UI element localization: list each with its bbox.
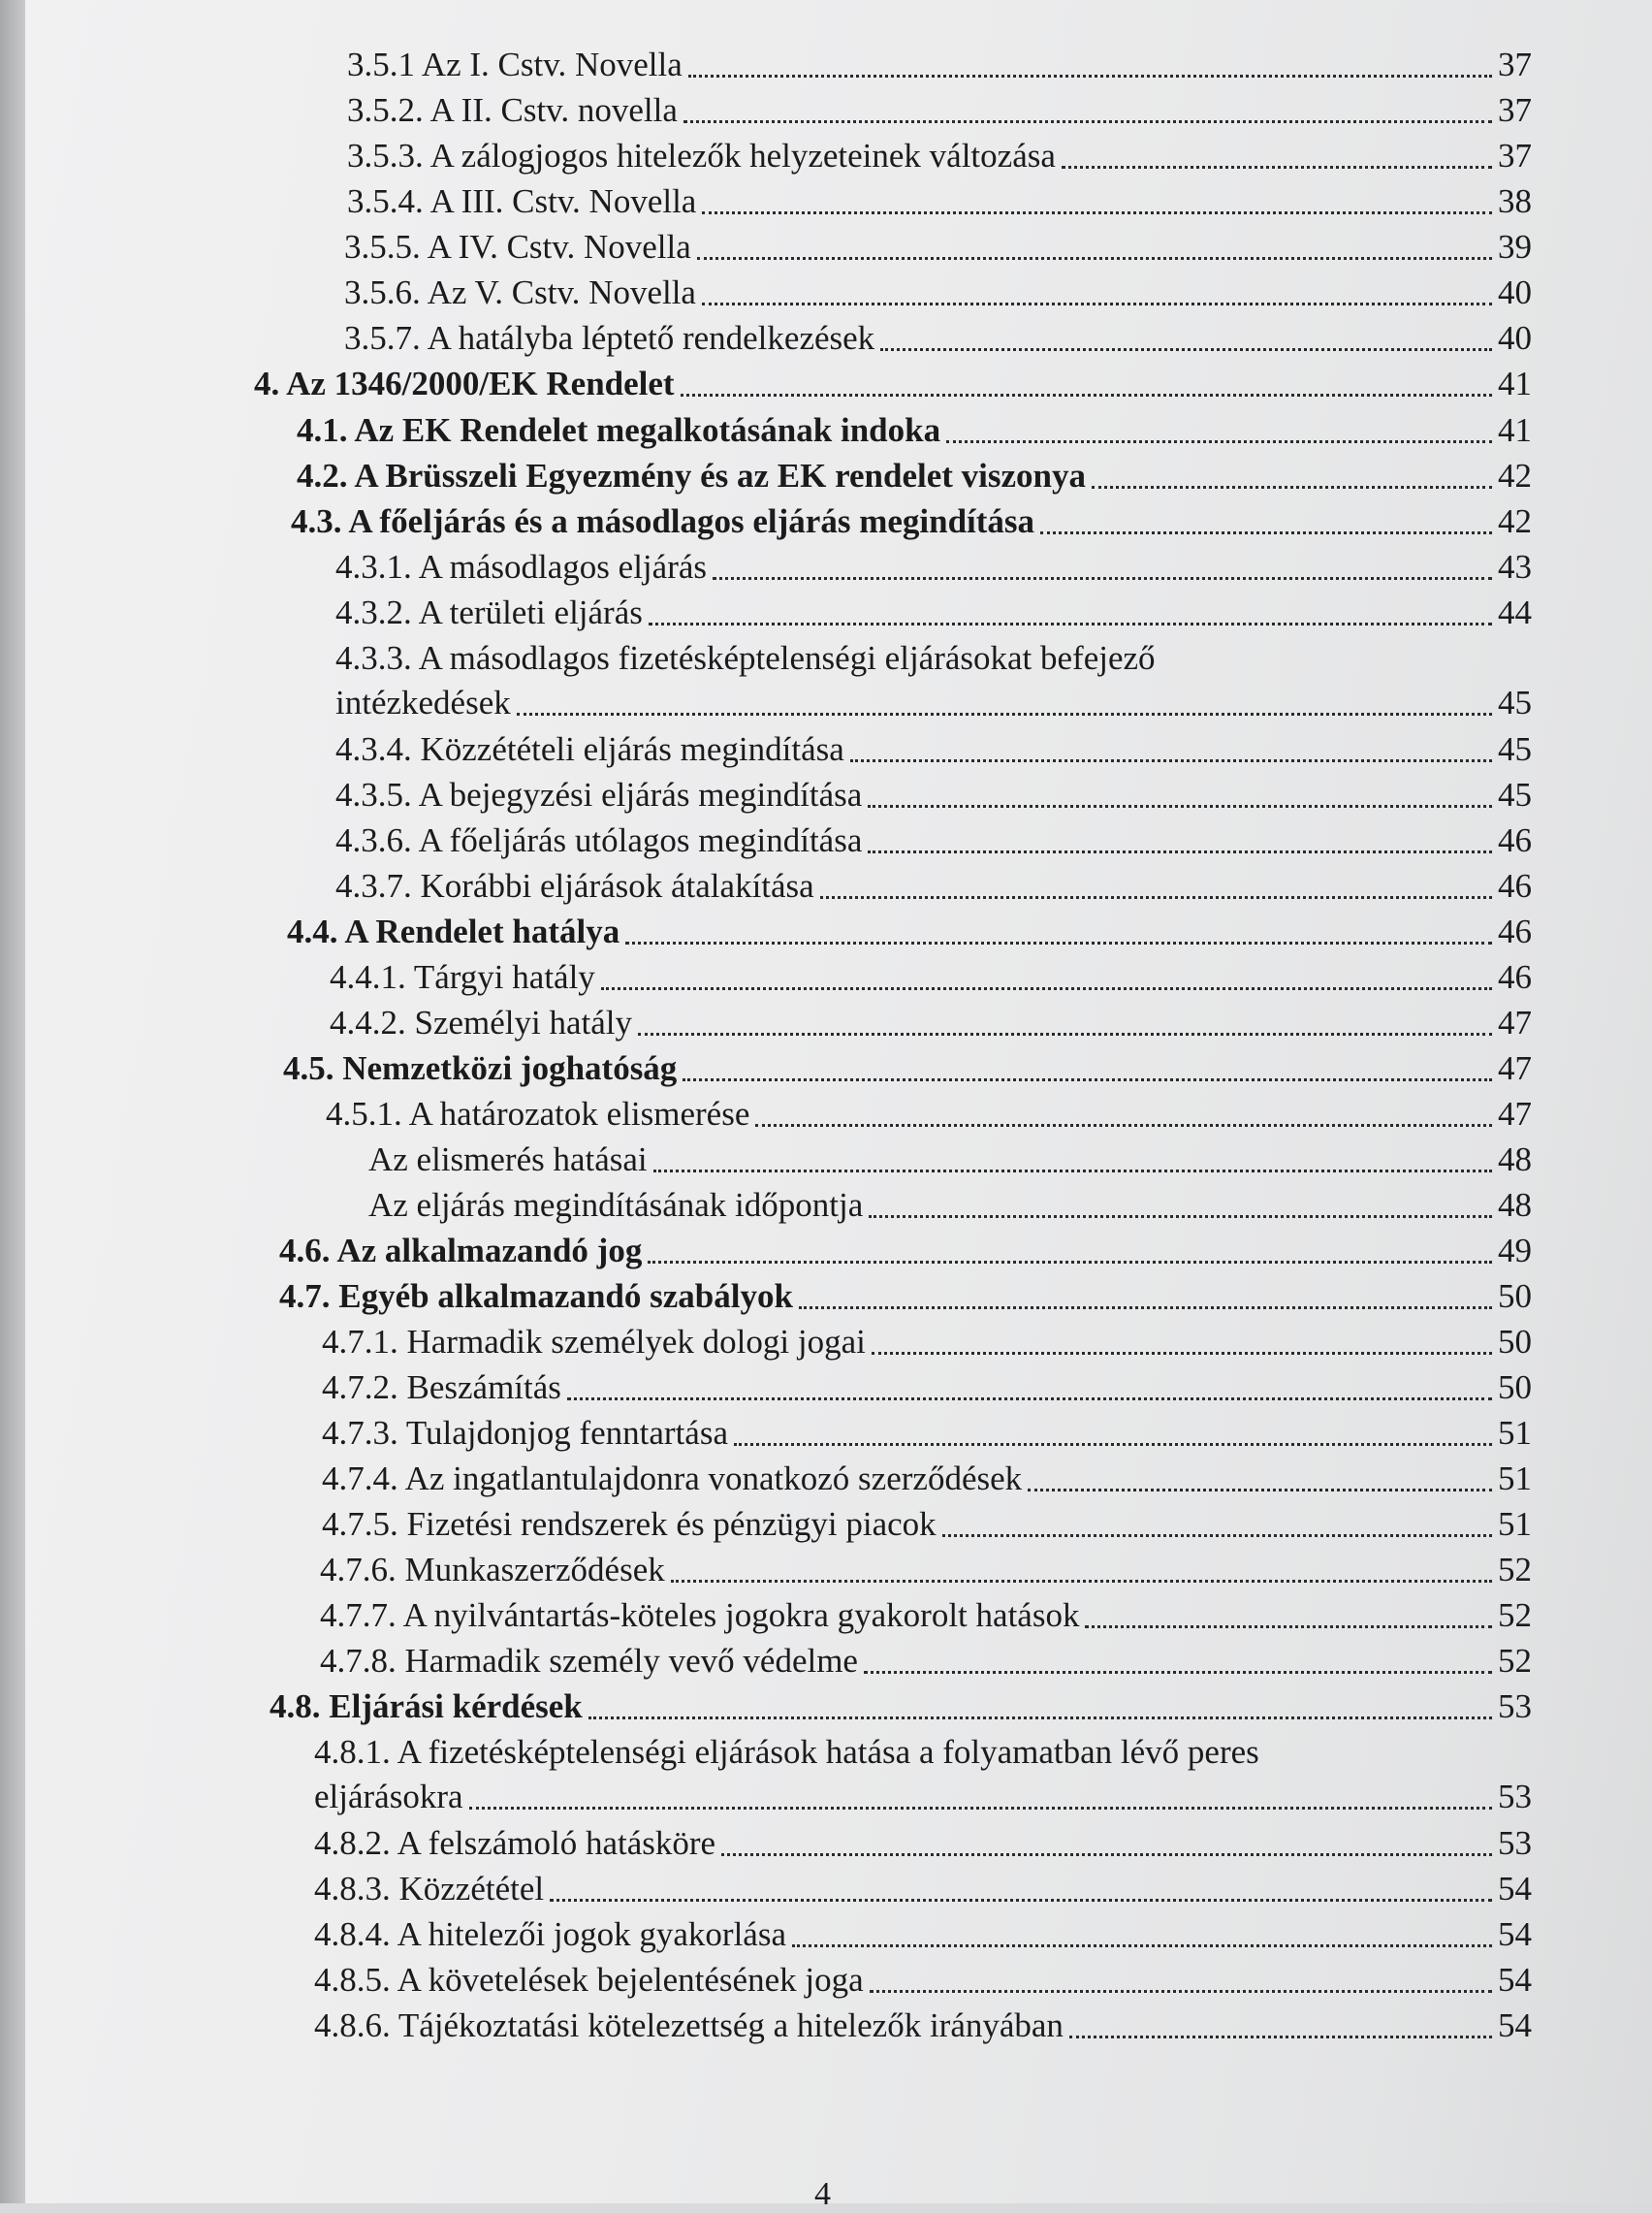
toc-entry: [279, 1229, 1532, 1273]
toc-entry: [279, 1274, 1532, 1319]
toc-entry-page-number: 53: [1498, 1824, 1532, 1862]
toc-entry-title: 4.7.2. Beszámítás: [322, 1368, 561, 1406]
dot-leader: [792, 1944, 1492, 1947]
toc-entry-title: 4. Az 1346/2000/EK Rendelet: [254, 365, 675, 402]
dot-leader: [1028, 1489, 1492, 1491]
toc-entry: [320, 1593, 1532, 1638]
toc-entry: [291, 499, 1532, 544]
toc-entry: [347, 179, 1532, 224]
toc-entry: [335, 727, 1532, 772]
toc-entry: [314, 2004, 1532, 2048]
toc-entry: [330, 1001, 1532, 1045]
toc-entry-title: 3.5.4. A III. Cstv. Novella: [347, 182, 697, 220]
toc-entry-title: 4.7.4. Az ingatlantulajdonra vonatkozó szerződések: [322, 1459, 1023, 1497]
dot-leader: [880, 348, 1492, 351]
toc-entry-title: 4.5.1. A határozatok elismerése: [326, 1095, 750, 1133]
toc-entry-page-number: 45: [1498, 730, 1532, 768]
toc-entry-title: 4.3. A főeljárás és a másodlagos eljárás megindítása: [291, 502, 1035, 540]
toc-entry-page-number: 46: [1498, 958, 1532, 996]
dot-leader: [638, 1033, 1492, 1036]
toc-entry-title: 4.7. Egyéb alkalmazandó szabályok: [279, 1277, 793, 1315]
toc-entry: [344, 225, 1532, 270]
toc-entry-title: 3.5.1 Az I. Cstv. Novella: [347, 46, 683, 83]
toc-entry-title: 4.7.3. Tulajdonjog fenntartása: [322, 1414, 728, 1452]
toc-entry-title: 4.7.1. Harmadik személyek dologi jogai: [322, 1323, 866, 1361]
toc-entry-page-number: 51: [1498, 1459, 1532, 1497]
toc-entry: [347, 134, 1532, 178]
toc-entry-page-number: 54: [1498, 2006, 1532, 2044]
toc-entry-page-number: 43: [1498, 548, 1532, 586]
dot-leader: [550, 1899, 1492, 1902]
toc-entry-page-number: 46: [1498, 913, 1532, 950]
toc-entry: [283, 1046, 1532, 1091]
toc-entry-page-number: 38: [1498, 182, 1532, 220]
toc-entry-line2: [335, 681, 1532, 725]
dot-leader: [870, 1990, 1492, 1993]
toc-entry: [314, 1730, 1532, 1819]
toc-entry-title: 4.3.1. A másodlagos eljárás: [335, 548, 708, 586]
toc-entry-page-number: 39: [1498, 228, 1532, 266]
dot-leader: [868, 805, 1492, 808]
toc-entry-page-number: 52: [1498, 1642, 1532, 1680]
toc-entry-title: 4.2. A Brüsszeli Egyezmény és az EK rendelet viszonya: [297, 457, 1087, 495]
dot-leader: [697, 257, 1492, 260]
dot-leader: [1085, 1625, 1492, 1628]
toc-entry: [368, 1138, 1532, 1182]
dot-leader: [946, 440, 1492, 443]
toc-entry-title: 4.3.2. A területi eljárás: [335, 593, 643, 631]
dot-leader: [702, 303, 1492, 305]
toc-entry-page-number: 47: [1498, 1049, 1532, 1087]
dot-leader: [702, 211, 1492, 214]
toc-entry: [314, 1821, 1532, 1866]
toc-entry-page-number: 54: [1498, 1915, 1532, 1953]
toc-entry-title: 4.3.4. Közzétételi eljárás megindítása: [335, 730, 844, 768]
toc-entry-title: 4.3.5. A bejegyzési eljárás megindítása: [335, 776, 863, 814]
toc-entry: [335, 773, 1532, 818]
toc-entry: [314, 1912, 1532, 1957]
toc-entry: [314, 1867, 1532, 1911]
dot-leader: [681, 394, 1492, 397]
toc-entry: [347, 88, 1532, 133]
toc-entry-title: 3.5.3. A zálogjogos hitelezők helyzeteinek változása: [347, 137, 1056, 175]
toc-entry: [254, 362, 1532, 406]
toc-entry-page-number: 42: [1498, 502, 1532, 540]
toc-entry: [297, 408, 1532, 453]
dot-leader: [820, 896, 1492, 899]
dot-leader: [688, 75, 1492, 78]
toc-entry-page-number: 49: [1498, 1232, 1532, 1269]
toc-entry-page-number: 37: [1498, 137, 1532, 175]
toc-entry-title: 4.4.1. Tárgyi hatály: [330, 958, 595, 996]
toc-entry: [335, 636, 1532, 725]
dot-leader: [683, 1078, 1492, 1081]
dot-leader: [588, 1716, 1492, 1719]
toc-entry-page-number: 40: [1498, 273, 1532, 311]
toc-entry: [322, 1365, 1532, 1410]
toc-entry: [287, 910, 1532, 954]
dot-leader: [517, 713, 1492, 716]
toc-entry-page-number: 53: [1498, 1778, 1532, 1815]
toc-entry: [322, 1502, 1532, 1547]
toc-entry-page-number: 52: [1498, 1596, 1532, 1634]
dot-leader: [1069, 2036, 1492, 2038]
toc-entry-title: Az eljárás megindításának időpontja: [368, 1186, 864, 1224]
toc-entry-page-number: 51: [1498, 1505, 1532, 1543]
toc-entry: [322, 1320, 1532, 1364]
toc-entry: [335, 818, 1532, 863]
dot-leader: [1040, 531, 1492, 534]
toc-entry-title: 4.7.7. A nyilvántartás-köteles jogokra gyakorolt hatások: [320, 1596, 1080, 1634]
dot-leader: [1092, 486, 1492, 489]
toc-entry-page-number: 44: [1498, 593, 1532, 631]
toc-entry: [335, 545, 1532, 590]
dot-leader: [1062, 166, 1492, 169]
dot-leader: [799, 1306, 1492, 1309]
toc-entry: [344, 271, 1532, 315]
toc-entry-title: 4.8. Eljárási kérdések: [270, 1687, 583, 1725]
toc-entry: [297, 454, 1532, 498]
toc-entry-title: 4.8.5. A követelések bejelentésének joga: [314, 1961, 864, 1999]
toc-entry-page-number: 46: [1498, 867, 1532, 905]
toc-entry-title: 4.6. Az alkalmazandó jog: [279, 1232, 643, 1269]
dot-leader: [671, 1580, 1492, 1583]
toc-entry-page-number: 51: [1498, 1414, 1532, 1452]
page-binding-edge: [0, 0, 25, 2203]
toc-entry-page-number: 45: [1498, 684, 1532, 722]
toc-entry-page-number: 37: [1498, 91, 1532, 129]
toc-entry-title-line2: intézkedések: [335, 684, 511, 722]
toc-entry-title: 4.4.2. Személyi hatály: [330, 1004, 633, 1042]
toc-entry-page-number: 42: [1498, 457, 1532, 495]
toc-entry-page-number: 46: [1498, 821, 1532, 859]
toc-entry-page-number: 50: [1498, 1368, 1532, 1406]
toc-entry-title: 4.8.2. A felszámoló hatásköre: [314, 1824, 716, 1862]
toc-entry-page-number: 52: [1498, 1551, 1532, 1588]
toc-entry-page-number: 41: [1498, 411, 1532, 449]
dot-leader: [868, 850, 1492, 853]
toc-entry: [330, 955, 1532, 1000]
toc-entry-page-number: 50: [1498, 1277, 1532, 1315]
toc-entry-title: 3.5.2. A II. Cstv. novella: [347, 91, 678, 129]
toc-entry-page-number: 40: [1498, 319, 1532, 357]
toc-entry-title-line1: 4.3.3. A másodlagos fizetésképtelenségi eljárásokat befejező: [335, 639, 1156, 677]
dot-leader: [601, 987, 1492, 990]
toc-entry: [322, 1411, 1532, 1456]
dot-leader: [567, 1397, 1492, 1400]
toc-entry: [326, 1092, 1532, 1137]
dot-leader: [713, 577, 1492, 580]
toc-entry: [322, 1457, 1532, 1501]
dot-leader: [469, 1807, 1492, 1810]
dot-leader: [850, 759, 1492, 762]
toc-entry-page-number: 48: [1498, 1186, 1532, 1224]
toc-entry: [335, 591, 1532, 635]
toc-entry-title: 4.3.6. A főeljárás utólagos megindítása: [335, 821, 863, 859]
toc-entry: [270, 1684, 1532, 1729]
toc-entry-page-number: 54: [1498, 1870, 1532, 1908]
dot-leader: [942, 1534, 1492, 1537]
toc-entry: [344, 316, 1532, 361]
toc-entry-page-number: 48: [1498, 1140, 1532, 1178]
dot-leader: [649, 623, 1492, 625]
toc-entry-page-number: 53: [1498, 1687, 1532, 1725]
toc-entry-title: 4.7.5. Fizetési rendszerek és pénzügyi piacok: [322, 1505, 937, 1543]
toc-entry: [335, 864, 1532, 909]
toc-entry-title: 4.7.6. Munkaszerződések: [320, 1551, 665, 1588]
toc-entry: [320, 1639, 1532, 1684]
toc-entry-page-number: 54: [1498, 1961, 1532, 1999]
dot-leader: [648, 1261, 1492, 1264]
toc-entry-page-number: 45: [1498, 776, 1532, 814]
dot-leader: [864, 1671, 1492, 1674]
toc-entry-title: 4.3.7. Korábbi eljárások átalakítása: [335, 867, 814, 905]
toc-entry-title-line1: 4.8.1. A fizetésképtelenségi eljárások hatása a folyamatban lévő peres: [314, 1733, 1259, 1771]
dot-leader: [653, 1170, 1492, 1172]
dot-leader: [755, 1124, 1492, 1127]
toc-entry-page-number: 41: [1498, 365, 1532, 402]
dot-leader: [872, 1352, 1492, 1355]
toc-entry-title-line2: eljárásokra: [314, 1778, 463, 1815]
toc-entry-title: 4.8.6. Tájékoztatási kötelezettség a hitelezők irányában: [314, 2006, 1064, 2044]
toc-entry-page-number: 47: [1498, 1095, 1532, 1133]
toc-entry-title: 3.5.5. A IV. Cstv. Novella: [344, 228, 691, 266]
toc-entry-page-number: 37: [1498, 46, 1532, 83]
dot-leader: [721, 1853, 1492, 1856]
toc-entry-title: 4.5. Nemzetközi joghatóság: [283, 1049, 678, 1087]
dot-leader: [625, 942, 1492, 945]
toc-entry: [347, 43, 1532, 87]
toc-entry-title: 4.4. A Rendelet hatálya: [287, 913, 620, 950]
toc-entry-page-number: 50: [1498, 1323, 1532, 1361]
dot-leader: [869, 1215, 1492, 1218]
dot-leader: [683, 120, 1492, 123]
toc-entry: [320, 1548, 1532, 1592]
toc-entry: [314, 1958, 1532, 2003]
toc-entry-title: 3.5.7. A hatályba léptető rendelkezések: [344, 319, 875, 357]
toc-entry-title: Az elismerés hatásai: [368, 1140, 648, 1178]
toc-entry-page-number: 47: [1498, 1004, 1532, 1042]
toc-entry-title: 4.8.4. A hitelezői jogok gyakorlása: [314, 1915, 786, 1953]
toc-entry-title: 4.8.3. Közzététel: [314, 1870, 545, 1908]
toc-entry-title: 4.1. Az EK Rendelet megalkotásának indoka: [297, 411, 941, 449]
page-number: 4: [814, 2176, 831, 2212]
toc-entry-title: 4.7.8. Harmadik személy vevő védelme: [320, 1642, 858, 1680]
toc-entry-line2: [314, 1775, 1532, 1819]
toc-entry: [368, 1183, 1532, 1228]
dot-leader: [734, 1443, 1492, 1446]
toc-entry-title: 3.5.6. Az V. Cstv. Novella: [344, 273, 696, 311]
